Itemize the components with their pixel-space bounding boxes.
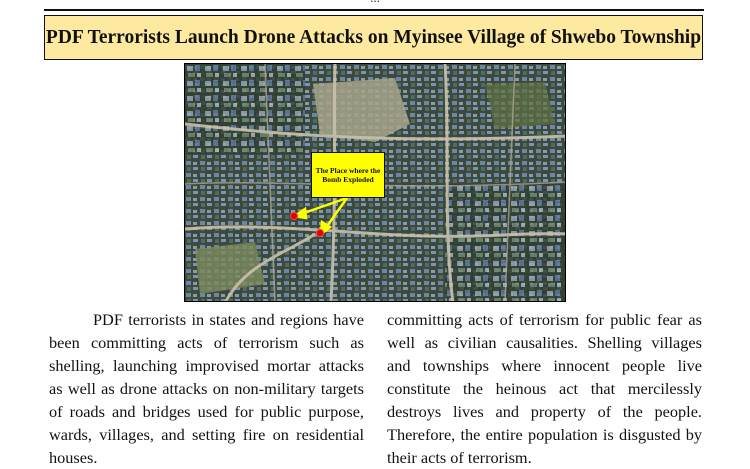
cut-off-top-text [0, 0, 750, 6]
headline-box [44, 15, 703, 60]
article-paragraph-left: PDF terrorists in states and regions have been committing acts of terrorism such as shelling, launching improvised mortar attacks as well as drone attacks on non-military targets of roads and bridges used for public purpose, wards, villages, and setting fire on residential houses. [49, 310, 364, 467]
bomb-site-marker-1 [291, 213, 298, 220]
header-rule [44, 9, 704, 11]
bomb-site-marker-2 [317, 230, 324, 237]
aerial-photo [184, 63, 566, 302]
headline: PDF Terrorists Launch Drone Attacks on Myinsee Village of Shwebo Township [45, 26, 702, 48]
article-paragraph-right: committing acts of terrorism for public fear as well as civilian causalities. Shelling villages and townships where innocent people live constitute the heinous act that mercilessly destroys lives and property of the people. Therefore, the entire population is disgusted by their acts of terrorism. [387, 310, 702, 467]
photo-callout-label: The Place where the Bomb Exploded [311, 152, 385, 198]
article-column-right [387, 308, 702, 469]
article-column-left [49, 308, 364, 469]
